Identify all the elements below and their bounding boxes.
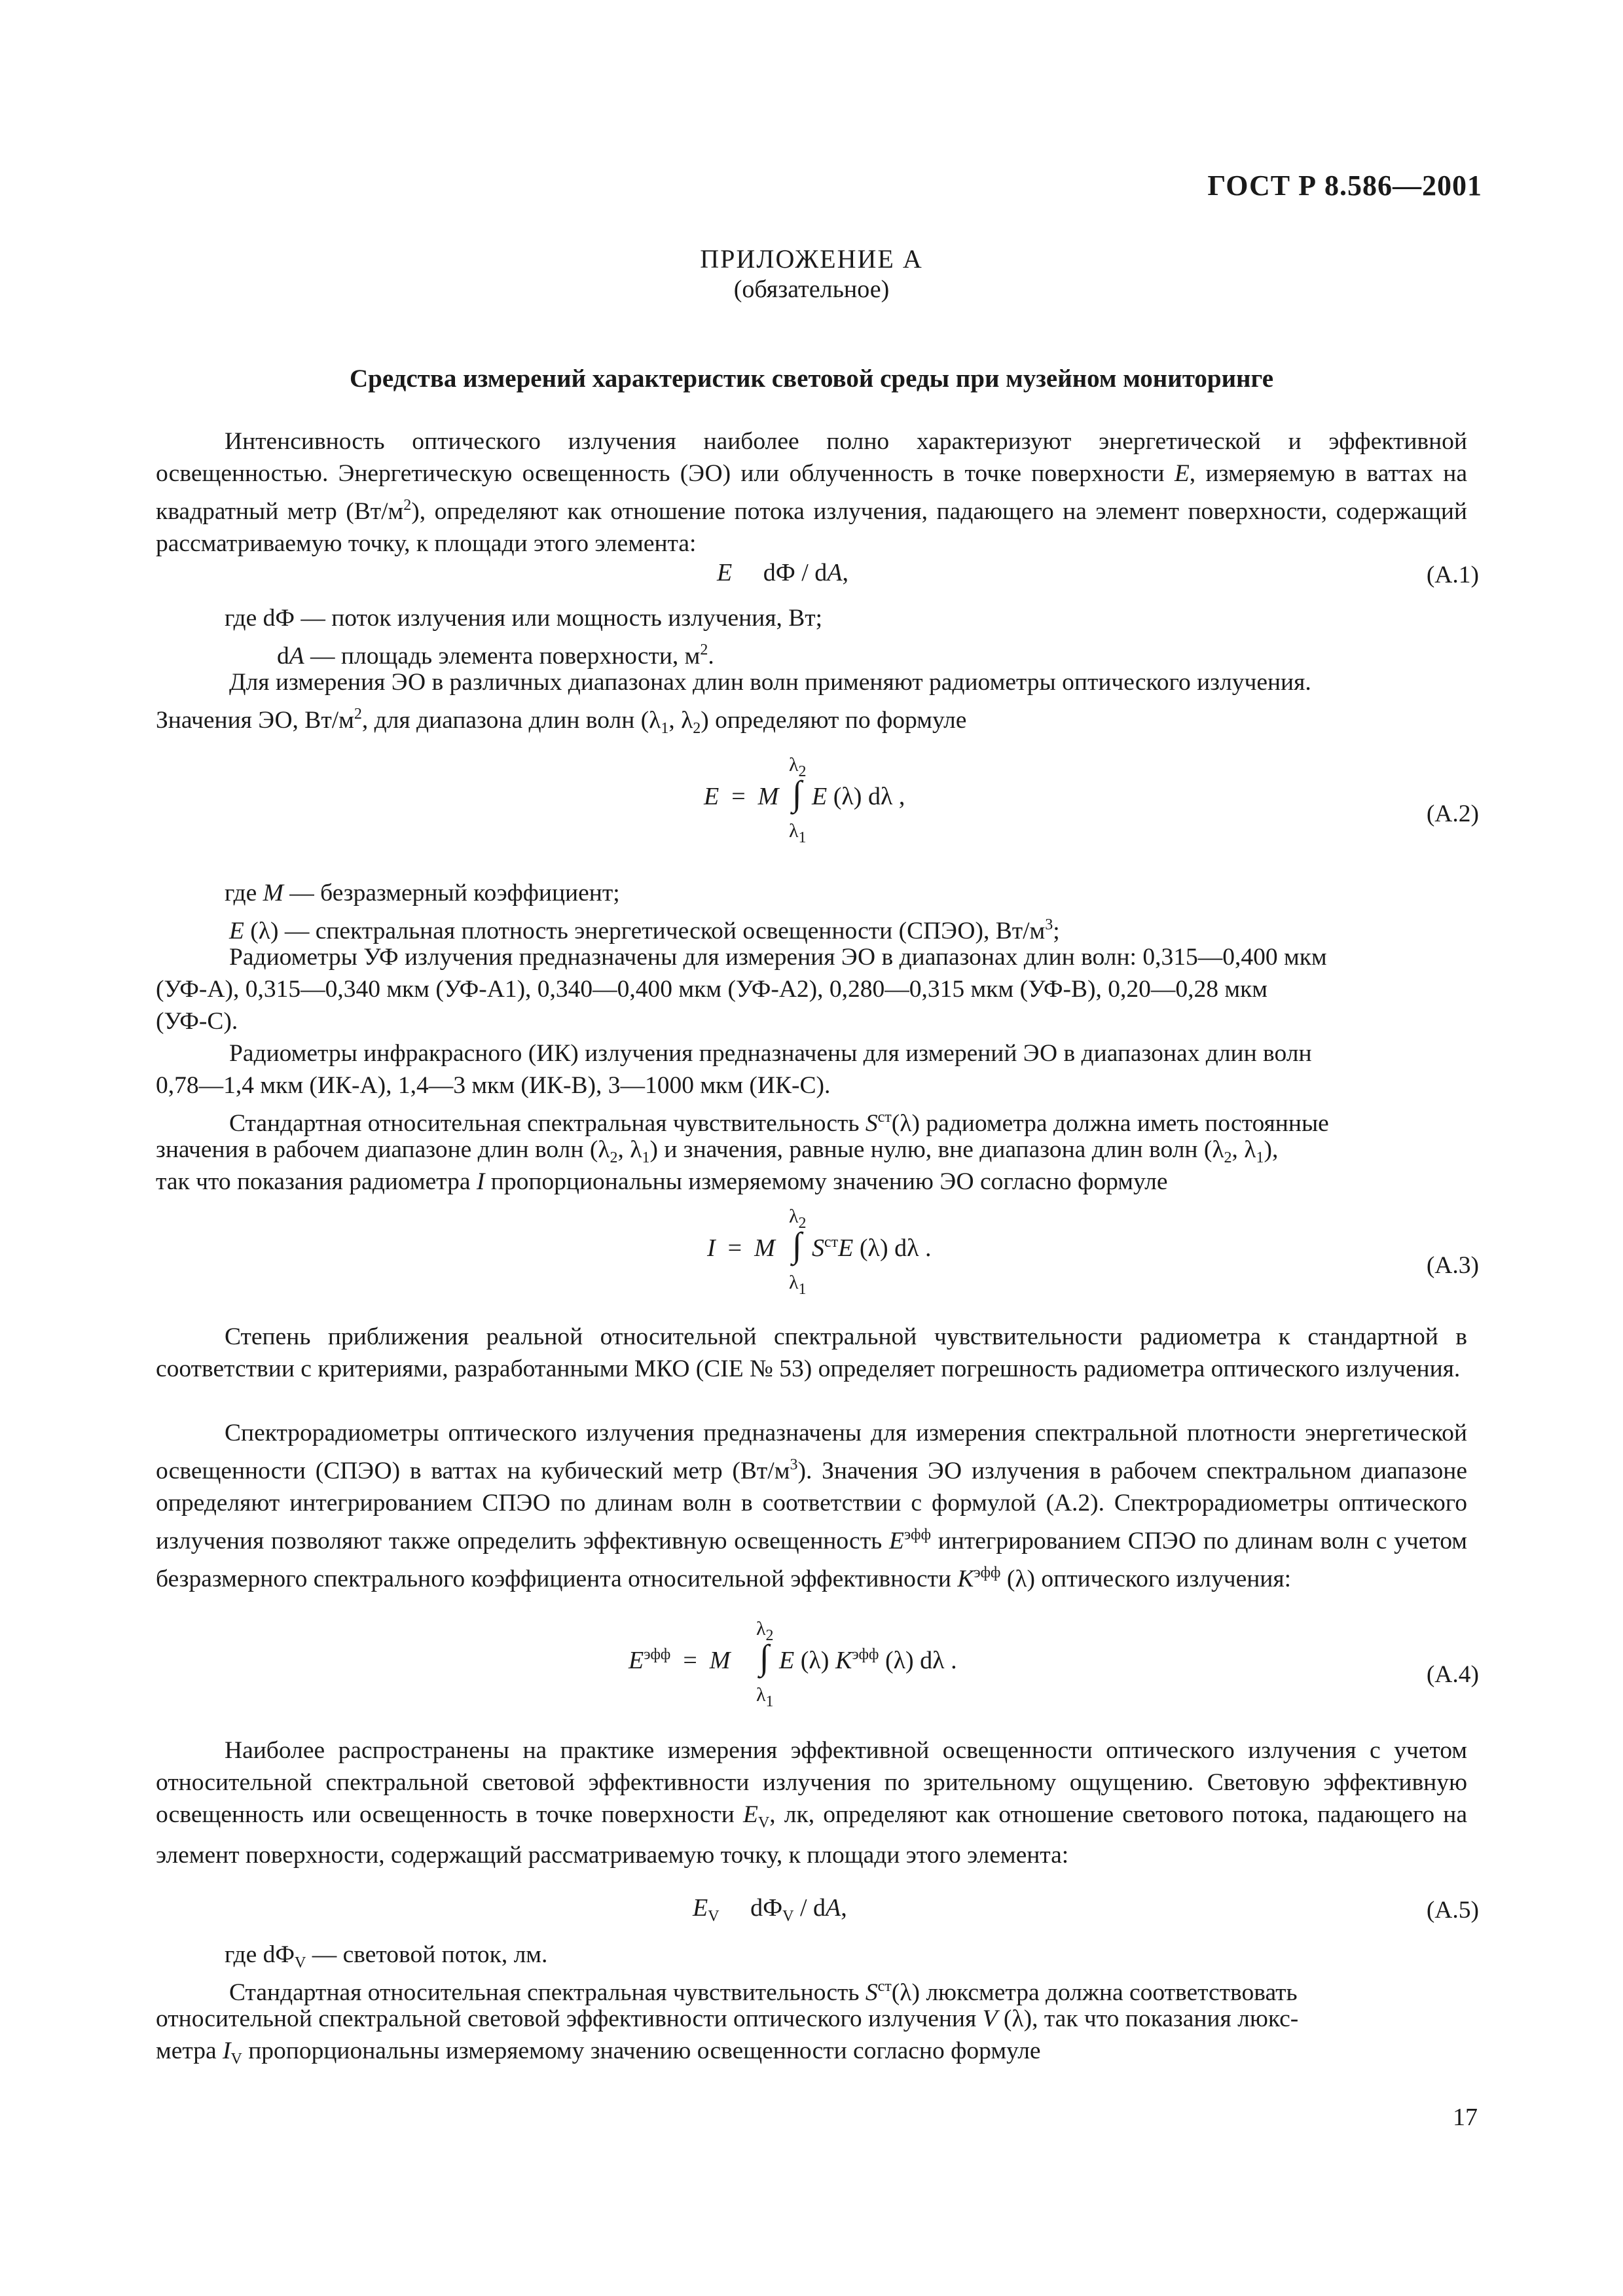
integral-sign: ∫: [759, 1638, 769, 1677]
equation-a3-number: (А.3): [1426, 1252, 1479, 1279]
paragraph-luxmeter-line1: Стандартная относительная спектральная чувствительность $S^{ст}(\lambda)$ люксметра должна соответствовать: [229, 1978, 1298, 2006]
paragraph-luxmeter-line3: метра $I_V$ пропорциональны измеряемому значению освещенности согласно формуле: [156, 2037, 1041, 2068]
paragraph-approximation: Степень приближения реальной относительной спектральной чувствительности радиометра к стандартной в соответствии с критериями, разработанными МКО (CIE № 53) определяет погрешность радиометра оптического излучения.: [156, 1323, 1467, 1382]
equation-a2-number: (А.2): [1426, 800, 1479, 827]
equation-a4: $E^{эфф} = M$ $\lambda_2$ ∫ $\lambda_1$ E (λ) $K^{эфф}$ (λ) dλ .: [629, 1618, 957, 1710]
paragraph-uv-line2: (УФ-А), 0,315—0,340 мкм (УФ-А1), 0,340—0,400 мкм (УФ-А2), 0,280—0,315 мкм (УФ-В), 0,20—0,28 мкм: [156, 976, 1268, 1003]
paragraph-spectroradiometers: Спектрорадиометры оптического излучения предназначены для измерения спектральной плотности энергетической освещенности (СПЭО) в ваттах на кубический метр $(Вт/м^3)$. Значения ЭО излучения в рабочем спектральном диапазоне определяют интегрированием СПЭО по длинам волн в соответствии с формулой (А.2). Спектрорадиометры оптического излучения позволяют также определить эффективную освещенность $E^{эфф}$ интегрированием СПЭО по длинам волн с учетом безразмерного спектрального коэффициента относительной эффективности $K^{эфф}$ (λ) оптического излучения:: [156, 1420, 1468, 1592]
paragraph-uv-line3: (УФ-С).: [156, 1008, 238, 1035]
appendix-status: (обязательное): [733, 276, 890, 303]
paragraph-radiometers-line1: Для измерения ЭО в различных диапазонах длин волн применяют радиометры оптического излучения.: [229, 669, 1311, 696]
paragraph-sensitivity-line3: так что показания радиометра I пропорциональны измеряемому значению ЭО согласно формуле: [156, 1168, 1168, 1195]
equation-a1-number: (А.1): [1426, 562, 1479, 588]
paragraph-ir-line2: 0,78—1,4 мкм (ИК-А), 1,4—3 мкм (ИК-В), 3—1000 мкм (ИК-С).: [156, 1072, 831, 1099]
equation-a2: E = M $\lambda_2$ ∫ $\lambda_1$ E (λ) dλ ,: [704, 754, 905, 846]
equation-a3: I = M $\lambda_2$ ∫ $\lambda_1$ $S^{ст}E$ (λ) dλ .: [707, 1206, 932, 1298]
document-standard-number: ГОСТ Р 8.586—2001: [1207, 170, 1482, 202]
appendix-label: ПРИЛОЖЕНИЕ А: [700, 244, 923, 274]
integral-sign: ∫: [792, 1225, 802, 1265]
equation-a5: $E_V$ $dФ_V$ / dA,: [693, 1894, 847, 1925]
equation-a5-number: (А.5): [1426, 1897, 1479, 1924]
page-number: 17: [1453, 2104, 1478, 2131]
paragraph-intro: Интенсивность оптического излучения наиболее полно характеризуют энергетической и эффективной освещенностью. Энергетическую освещенность (ЭО) или облученность в точке поверхности E, измеряемую в ваттах на квадратный метр $(Вт/м^2)$, определяют как отношение потока излучения, падающего на элемент поверхности, содержащий рассматриваемую точку, к площади этого элемента:: [156, 428, 1468, 557]
paragraph-ir-line1: Радиометры инфракрасного (ИК) излучения предназначены для измерений ЭО в диапазонах длин волн: [229, 1040, 1312, 1067]
paragraph-illuminance: Наиболее распространены на практике измерения эффективной освещенности оптического излучения с учетом относительной спектральной световой эффективности излучения по зрительному ощущению. Световую эффективную освещенность или освещенность в точке поверхности $E_V$, лк, определяют как отношение светового потока, падающего на элемент поверхности, содержащий рассматриваемую точку, к площади этого элемента:: [156, 1737, 1467, 1869]
equation-a1: E dФ / dA,: [717, 559, 849, 586]
where-dphi: где dФ — поток излучения или мощность излучения, Вт;: [225, 605, 823, 632]
paragraph-sensitivity-line1: Стандартная относительная спектральная чувствительность $S^{ст}(\lambda)$ радиометра должна иметь постоянные: [229, 1109, 1329, 1137]
paragraph-sensitivity-line2: значения в рабочем диапазоне длин волн ($\lambda_2$, $\lambda_1$) и значения, равные нулю, вне диапазона длин волн ($\lambda_2$, $\lambda_1$),: [156, 1136, 1279, 1166]
where-da: dA — площадь элемента поверхности, $м^2$.: [277, 641, 714, 670]
where-e-lambda: E (λ) — спектральная плотность энергетической освещенности (СПЭО), $Вт/м^3$;: [229, 916, 1060, 944]
section-title: Средства измерений характеристик световой среды при музейном мониторинге: [349, 365, 1274, 393]
paragraph-luxmeter-line2: относительной спектральной световой эффективности оптического излучения V (λ), так что показания люкс-: [156, 2005, 1299, 2032]
equation-a4-number: (А.4): [1426, 1661, 1479, 1688]
where-m: где M — безразмерный коэффициент;: [225, 880, 620, 906]
where-dphiv: где $dФ_V$ — световой поток, лм.: [225, 1941, 548, 1971]
paragraph-uv-line1: Радиометры УФ излучения предназначены для измерения ЭО в диапазонах длин волн: 0,315—0,400 мкм: [229, 944, 1327, 971]
paragraph-radiometers-line2: Значения ЭО, $Вт/м^2$, для диапазона длин волн ($\lambda_1$, $\lambda_2$) определяют по формуле: [156, 706, 967, 737]
integral-sign: ∫: [792, 774, 802, 813]
